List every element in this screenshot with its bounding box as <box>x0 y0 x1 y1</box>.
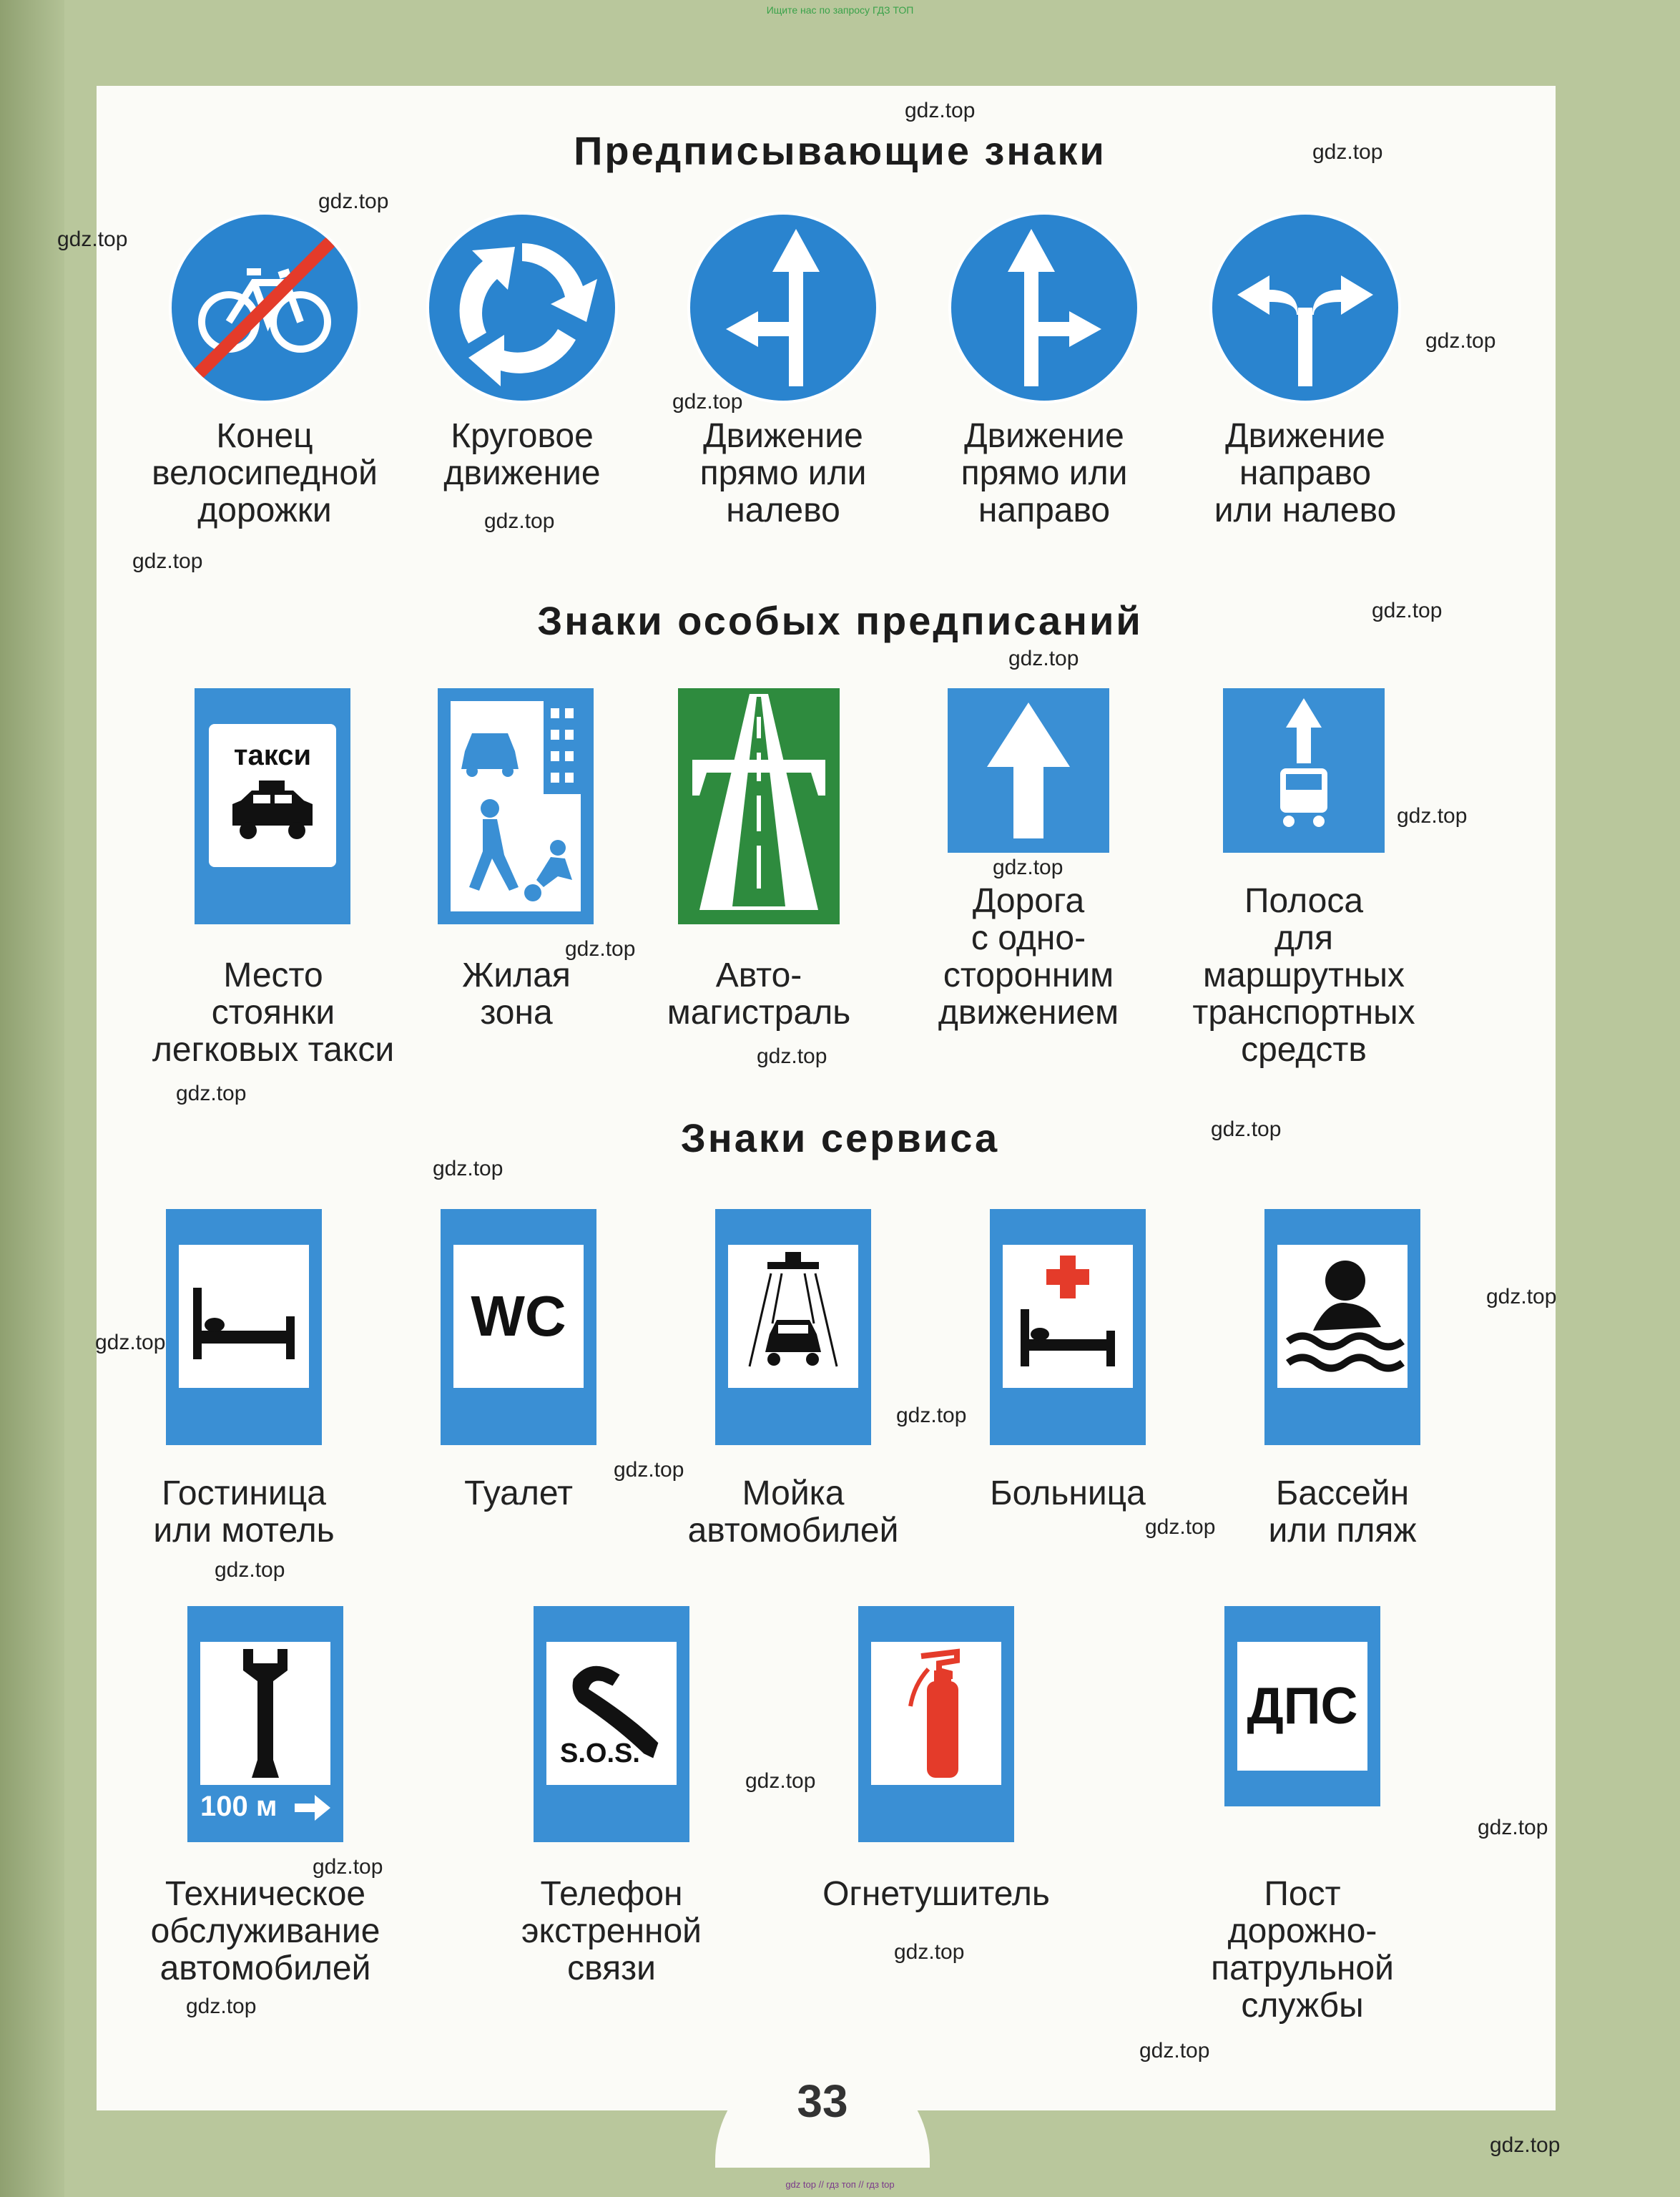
label-roundabout: Круговое движение <box>443 417 601 492</box>
fire-extinguisher-icon <box>871 1642 1001 1785</box>
right-or-left-sign <box>1212 215 1398 401</box>
label-bike-end: Конец велосипедной дорожки <box>152 417 378 529</box>
label-taxi: Место стоянки легковых такси <box>152 956 395 1069</box>
one-way-sign <box>948 688 1109 853</box>
straight-or-right-sign <box>951 215 1137 401</box>
heading-prescriptive: Предписывающие знаки <box>574 128 1106 173</box>
book-spine <box>0 0 64 2197</box>
watermark: gdz.top <box>176 1082 247 1105</box>
label-sos-phone: Телефон экстренной связи <box>521 1875 702 1987</box>
label-hotel: Гостиница или мотель <box>153 1474 335 1550</box>
label-bus-lane: Полоса для маршрутных транспортных средств <box>1192 882 1415 1069</box>
watermark: gdz.top <box>57 227 128 251</box>
car-wash-icon <box>728 1245 858 1388</box>
hotel-sign <box>166 1209 322 1445</box>
label-right-left: Движение направо или налево <box>1214 417 1397 529</box>
bus-lane-sign <box>1223 688 1385 853</box>
watermark: gdz.top <box>132 549 203 573</box>
taxi-parking-sign <box>195 688 350 924</box>
living-zone-sign <box>438 688 594 924</box>
watermark: gdz.top <box>1139 2039 1210 2063</box>
watermark: gdz.top <box>993 856 1063 879</box>
watermark: gdz.top <box>894 1940 965 1964</box>
label-pool: Бассейн или пляж <box>1268 1474 1417 1550</box>
label-motorway: Авто- магистраль <box>667 956 851 1032</box>
bus-lane-icon <box>1223 688 1385 853</box>
label-car-wash: Мойка автомобилей <box>687 1474 899 1550</box>
swimmer-icon <box>1277 1245 1408 1388</box>
right-left-arrow-icon <box>1212 215 1398 401</box>
straight-left-arrow-icon <box>690 215 876 401</box>
watermark: gdz.top <box>1145 1515 1216 1539</box>
watermark: gdz.top <box>745 1769 816 1793</box>
living-zone-icon <box>451 701 581 911</box>
watermark: gdz.top <box>313 1855 383 1879</box>
dps-text: ДПС <box>1237 1642 1367 1771</box>
dps-sign <box>1224 1606 1380 1806</box>
pool-sign <box>1264 1209 1420 1445</box>
right-arrow-icon <box>295 1794 330 1822</box>
straight-or-left-sign <box>690 215 876 401</box>
watermark: gdz.top <box>484 509 555 533</box>
label-wc: Туалет <box>464 1474 573 1512</box>
roundabout-sign <box>429 215 615 401</box>
label-straight-left: Движение прямо или налево <box>699 417 867 529</box>
watermark: gdz.top <box>1211 1117 1282 1141</box>
label-hospital: Больница <box>990 1474 1146 1512</box>
watermark: gdz.top <box>1397 804 1468 828</box>
wc-sign <box>441 1209 596 1445</box>
label-straight-right: Движение прямо или направо <box>961 417 1128 529</box>
watermark: gdz.top <box>1425 329 1496 353</box>
wc-text: WC <box>453 1245 584 1388</box>
taxi-text: такси <box>233 740 312 771</box>
watermark: gdz.top <box>1312 140 1383 164</box>
top-note: Ищите нас по запросу ГДЗ ТОП <box>766 4 914 16</box>
watermark: gdz.top <box>215 1558 285 1582</box>
motorway-icon <box>678 688 840 924</box>
watermark: gdz.top <box>95 1331 166 1354</box>
watermark: gdz.top <box>896 1404 967 1427</box>
watermark: gdz.top <box>1490 2133 1561 2157</box>
bottom-note: gdz top // гдз топ // гдз top <box>785 2179 895 2190</box>
car-wash-sign <box>715 1209 871 1445</box>
bike-end-sign <box>172 215 358 401</box>
label-extinguisher: Огнетушитель <box>822 1875 1050 1913</box>
watermark: gdz.top <box>318 190 389 213</box>
watermark: gdz.top <box>1478 1816 1548 1839</box>
watermark: gdz.top <box>1372 599 1443 622</box>
label-living-zone: Жилая зона <box>462 956 571 1032</box>
page-number: 33 <box>715 2053 930 2168</box>
hospital-bed-icon <box>1003 1245 1133 1388</box>
watermark: gdz.top <box>614 1458 684 1482</box>
watermark: gdz.top <box>433 1157 503 1180</box>
watermark: gdz.top <box>672 390 743 414</box>
wrench-icon <box>200 1642 330 1785</box>
up-arrow-icon <box>948 688 1109 853</box>
sos-phone-sign <box>534 1606 689 1842</box>
watermark: gdz.top <box>565 937 636 961</box>
taxi-car-icon <box>209 772 336 851</box>
extinguisher-sign <box>858 1606 1014 1842</box>
distance-text: 100 м <box>200 1791 277 1822</box>
sos-text: S.O.S. <box>560 1738 640 1768</box>
watermark: gdz.top <box>905 99 976 122</box>
roundabout-arrows-icon <box>429 215 615 401</box>
bicycle-icon <box>172 215 358 401</box>
straight-right-arrow-icon <box>951 215 1137 401</box>
label-service-station: Техническое обслуживание автомобилей <box>150 1875 380 1987</box>
heading-service: Знаки сервиса <box>680 1115 1000 1160</box>
label-one-way: Дорога с одно- сторонним движением <box>938 882 1119 1032</box>
service-station-sign <box>187 1606 343 1842</box>
watermark: gdz.top <box>1486 1285 1557 1308</box>
label-dps: Пост дорожно-патрульной службы <box>1211 1875 1394 2025</box>
heading-special: Знаки особых предписаний <box>537 598 1143 643</box>
watermark: gdz.top <box>1008 647 1079 670</box>
watermark: gdz.top <box>186 1995 257 2018</box>
hospital-sign <box>990 1209 1146 1445</box>
bed-icon <box>179 1245 309 1388</box>
watermark: gdz.top <box>757 1044 827 1068</box>
motorway-sign <box>678 688 840 924</box>
